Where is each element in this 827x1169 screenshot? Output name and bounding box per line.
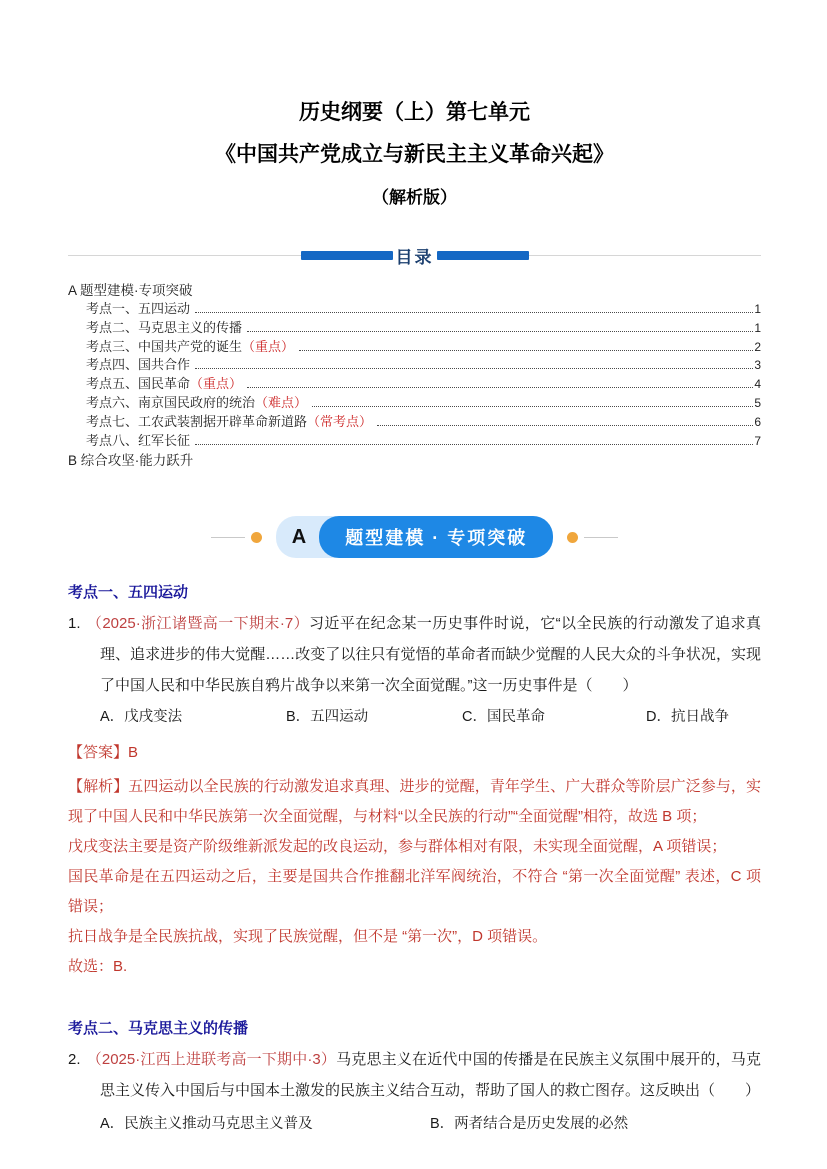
toc-dotted-leader	[247, 331, 753, 332]
option-a: A．戊戌变法	[100, 709, 183, 726]
toc-item-label: 考点八、红军长征	[86, 432, 191, 448]
toc-item-4	[68, 356, 761, 375]
doc-edition-label: （解析版）	[372, 188, 457, 207]
question-2-text: 马克思主义在近代中国的传播是在民族主义氛围中展开的，马克思主义传入中国后与中国本土激发的民族主义结合互动，帮助了国人的救亡图存。这反映出（ ）	[100, 1051, 761, 1100]
section-heading-kaodian-2: 考点二、马克思主义的传播	[68, 1020, 249, 1038]
question-1-options	[68, 704, 761, 730]
analysis-paragraph-2: 戊戌变法主要是资产阶级维新派发起的改良运动，参与群体相对有限，未实现全面觉醒，A 项错误；	[68, 838, 727, 856]
toc-item-7	[68, 413, 761, 432]
toc-item-tag: （重点）	[242, 338, 295, 354]
analysis-paragraph-4: 抗日战争是全民族抗战，实现了民族觉醒，但不是 “第一次”，D 项错误。	[68, 928, 548, 946]
answer-label: 【答案】	[68, 744, 129, 762]
doc-title-line1: 历史纲要（上）第七单元	[299, 101, 530, 124]
question-2-options	[68, 1111, 761, 1137]
toc-page-number: 2	[754, 339, 761, 354]
orange-dot-icon	[251, 532, 262, 543]
toc-item-3	[68, 338, 761, 357]
question-1-number: 1.	[68, 615, 81, 633]
toc-page-number: 4	[754, 377, 761, 392]
toc-item-label: 考点三、中国共产党的诞生	[86, 338, 243, 354]
toc-page-number: 1	[754, 320, 761, 335]
toc-dotted-leader	[195, 444, 753, 445]
toc-section-a: A 题型建模·专项突破	[68, 283, 193, 298]
question-2-source: （2025·江西上进联考高一下期中·3）	[86, 1051, 337, 1069]
toc-page-number: 6	[754, 414, 761, 429]
toc-dotted-leader	[195, 312, 753, 313]
toc-item-5	[68, 375, 761, 394]
toc-dotted-leader	[377, 425, 753, 426]
option-b: B．五四运动	[286, 709, 369, 726]
toc-title: 目录	[395, 248, 434, 267]
badge-line-left	[211, 537, 245, 538]
toc-item-2	[68, 319, 761, 338]
banner-line-left	[68, 255, 301, 256]
option-a: A．民族主义推动马克思主义普及	[100, 1116, 313, 1133]
toc-item-6	[68, 394, 761, 413]
badge-letter: A	[291, 525, 307, 548]
orange-dot-icon	[567, 532, 578, 543]
analysis-block	[68, 772, 761, 982]
analysis-paragraph-1: 【解析】五四运动以全民族的行动激发追求真理、进步的觉醒，青年学生、广大群众等阶层广泛参与，实现了中国人民和中华民族第一次全面觉醒，与材料“以全民族的行动”“全面觉醒”相符，故选 B 项；	[68, 778, 761, 826]
option-b: B．两者结合是历史发展的必然	[430, 1116, 629, 1133]
question-2-number: 2.	[68, 1051, 81, 1069]
toc-page-number: 5	[754, 395, 761, 410]
toc-item-label: 考点七、工农武装割据开辟革命新道路	[86, 413, 308, 429]
toc-dotted-leader	[195, 368, 753, 369]
toc-page-number: 7	[754, 433, 761, 448]
toc-item-label: 考点四、国共合作	[86, 357, 191, 373]
toc-page-number: 3	[754, 358, 761, 373]
option-d: D．抗日战争	[646, 709, 729, 726]
toc-item-label: 考点六、南京国民政府的统治	[86, 394, 256, 410]
section-heading-kaodian-1: 考点一、五四运动	[68, 584, 189, 602]
toc-dotted-leader	[312, 406, 753, 407]
option-c: C．国民革命	[462, 709, 545, 726]
doc-title-line2: 《中国共产党成立与新民主主义革命兴起》	[215, 143, 614, 166]
toc-section-b: B 综合攻坚·能力跃升	[68, 453, 194, 469]
question-2	[68, 1044, 761, 1106]
toc-page-number: 1	[754, 302, 761, 316]
question-1-source: （2025·浙江诸暨高一下期末·7）	[86, 615, 310, 633]
badge-line-right	[584, 537, 618, 538]
toc-item-8	[68, 432, 761, 451]
toc-banner	[68, 243, 761, 268]
toc-item-label: 考点一、五四运动	[86, 301, 191, 316]
banner-bar-left	[301, 251, 393, 260]
analysis-conclusion: 故选：B.	[68, 958, 128, 976]
toc-dotted-leader	[299, 350, 753, 351]
section-a-badge-row	[68, 516, 761, 558]
toc-item-label: 考点二、马克思主义的传播	[86, 319, 243, 335]
analysis-paragraph-3: 国民革命是在五四运动之后，主要是国共合作推翻北洋军阀统治，不符合 “第一次全面觉醒” 表述，C 项错误；	[68, 868, 761, 916]
question-1	[68, 608, 761, 701]
answer-value: B	[128, 744, 139, 762]
question-1-text: 习近平在纪念某一历史事件时说，它“以全民族的行动激发了追求真理、追求进步的伟大觉醒……改变了以往只有觉悟的革命者而缺少觉醒的人民大众的斗争状况，实现了中国人民和中华民族自鸦片战争以来第一次全面觉醒。”这一历史事件是（ ）	[100, 615, 762, 695]
badge-label: 题型建模 · 专项突破	[319, 516, 553, 558]
toc-item-tag: （常考点）	[307, 413, 373, 429]
banner-bar-right	[437, 251, 529, 260]
section-a-badge	[276, 516, 553, 558]
answer-line	[68, 741, 761, 765]
toc-dotted-leader	[247, 387, 753, 388]
toc-item-label: 考点五、国民革命	[86, 376, 191, 392]
toc-item-1	[68, 300, 761, 319]
toc-item-tag: （重点）	[190, 376, 243, 392]
table-of-contents	[68, 281, 761, 470]
toc-item-tag: （难点）	[255, 394, 308, 410]
banner-line-right	[529, 255, 762, 256]
